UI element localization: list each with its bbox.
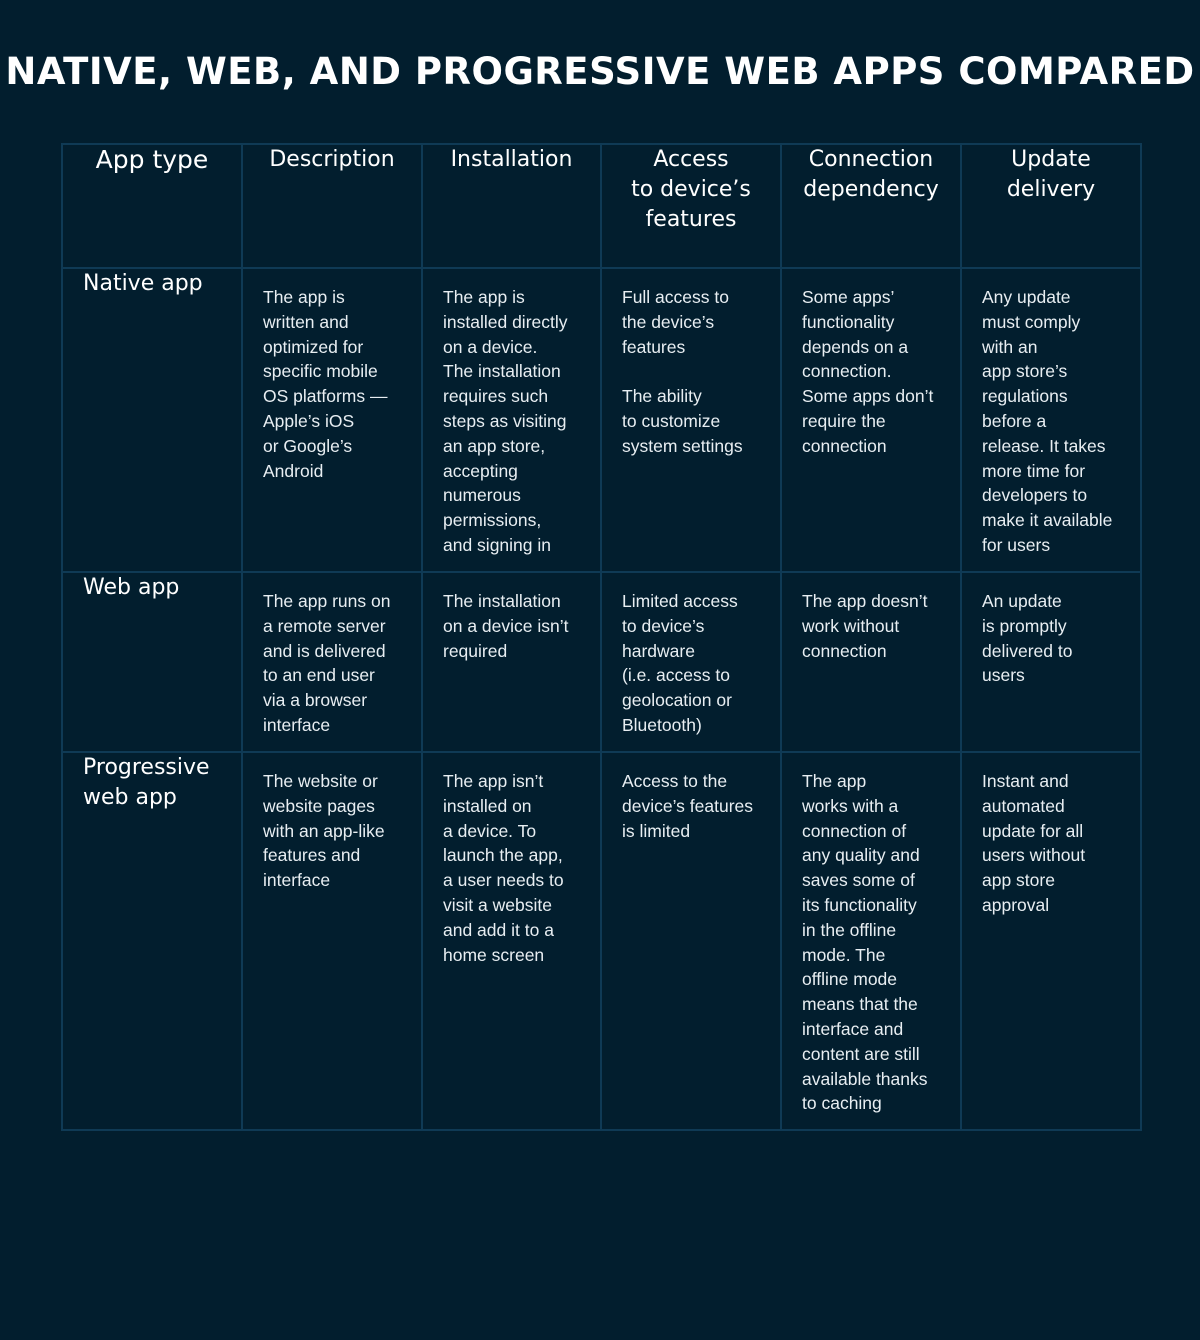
table-cell: Instant and automated update for all users without app store approval — [961, 752, 1141, 1130]
table-cell: The app doesn’t work without connection — [781, 572, 961, 752]
row-label-native-app: Native app — [62, 268, 242, 572]
table-cell: Full access to the device’s features The ability to customize system settings — [601, 268, 781, 572]
table-header-row — [62, 144, 1141, 268]
table-cell: Access to the device’s features is limited — [601, 752, 781, 1130]
table-cell: Any update must comply with an app store’s regulations before a release. It takes more time for developers to make it available for users — [961, 268, 1141, 572]
row-label-web-app: Web app — [62, 572, 242, 752]
header-connection-dependency: Connection dependency — [781, 144, 961, 268]
table-row-native-app — [62, 268, 1141, 572]
table-cell: The app is installed directly on a device. The installation requires such steps as visiting an app store, accepting numerous permissions, and signing in — [422, 268, 601, 572]
table-row-progressive-web-app — [62, 752, 1141, 1130]
header-app-type: App type — [62, 144, 242, 268]
table-cell: The app runs on a remote server and is delivered to an end user via a browser interface — [242, 572, 422, 752]
row-label-progressive-web-app: Progressive web app — [62, 752, 242, 1130]
table-cell: An update is promptly delivered to users — [961, 572, 1141, 752]
header-installation: Installation — [422, 144, 601, 268]
table-cell: Limited access to device’s hardware (i.e. access to geolocation or Bluetooth) — [601, 572, 781, 752]
table-cell: The website or website pages with an app-like features and interface — [242, 752, 422, 1130]
comparison-table — [61, 143, 1142, 1131]
table-cell: The installation on a device isn’t required — [422, 572, 601, 752]
page-title: NATIVE, WEB, AND PROGRESSIVE WEB APPS COMPARED — [5, 50, 1195, 93]
header-description: Description — [242, 144, 422, 268]
header-device-access: Access to device’s features — [601, 144, 781, 268]
table-cell: Some apps’ functionality depends on a connection. Some apps don’t require the connection — [781, 268, 961, 572]
table-row-web-app — [62, 572, 1141, 752]
table-cell: The app works with a connection of any quality and saves some of its functionality in the offline mode. The offline mode means that the interface and content are still available thanks to caching — [781, 752, 961, 1130]
table-cell: The app isn’t installed on a device. To launch the app, a user needs to visit a website and add it to a home screen — [422, 752, 601, 1130]
header-update-delivery: Update delivery — [961, 144, 1141, 268]
table-cell: The app is written and optimized for specific mobile OS platforms — Apple’s iOS or Google’s Android — [242, 268, 422, 572]
